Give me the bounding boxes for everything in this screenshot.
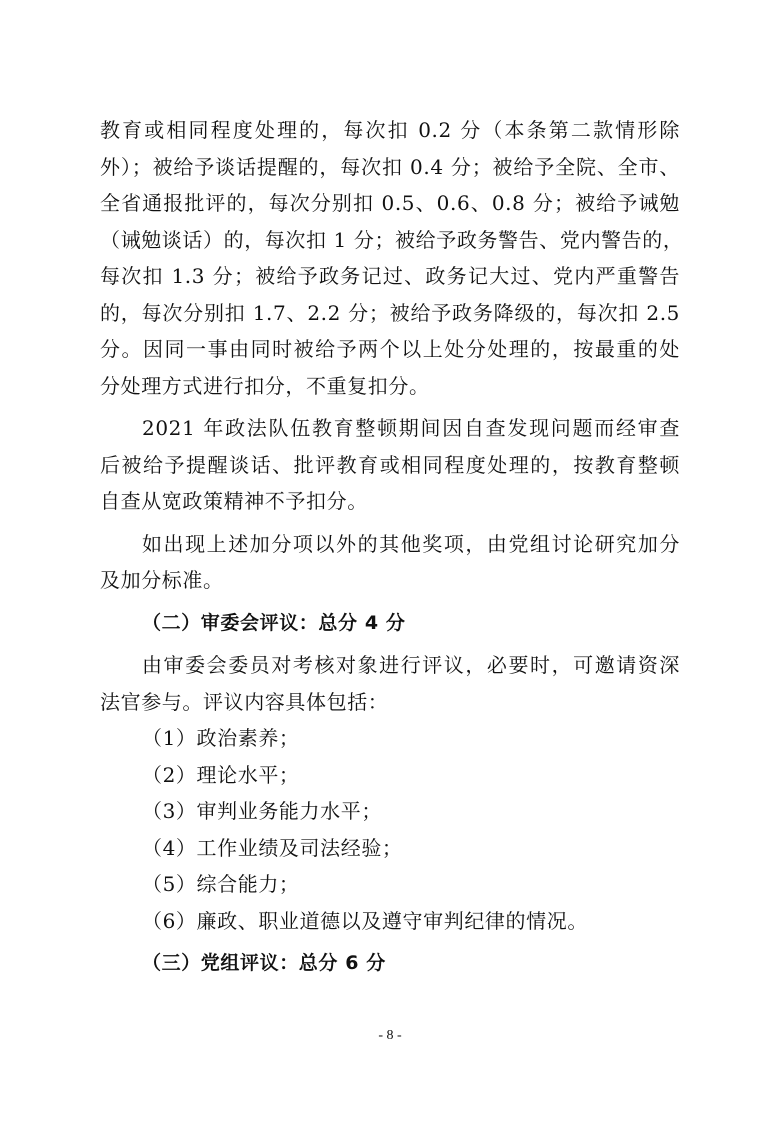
- list-item: （2）理论水平；: [142, 762, 300, 787]
- list-item: （3）审判业务能力水平；: [142, 799, 382, 823]
- text-line: 的，每次分别扣 1.7、2.2 分；被给予政务降级的，每次扣 2.5: [100, 300, 680, 325]
- page-number: - 8 -: [378, 1028, 402, 1043]
- text-line: 由审委会委员对考核对象进行评议，必要时，可邀请资深: [142, 653, 680, 677]
- paragraph-2021-rectification: [100, 410, 680, 520]
- list-item: （4）工作业绩及司法经验；: [142, 835, 403, 860]
- text-line: 全省通报批评的，每次分别扣 0.5、0.6、0.8 分；被给予诫勉: [100, 191, 680, 215]
- page-content: [100, 112, 684, 982]
- paragraph-other-awards: [100, 526, 680, 599]
- section-heading-committee-review: （二）审委会评议：总分 4 分: [142, 611, 406, 634]
- paragraph-committee-review: [100, 647, 680, 720]
- text-line: 分处理方式进行扣分，不重复扣分。: [100, 373, 430, 398]
- text-line: 法官参与。评议内容具体包括：: [100, 689, 389, 714]
- text-line: （诫勉谈话）的，每次扣 1 分；被给予政务警告、党内警告的，: [100, 227, 684, 252]
- list-item: （5）综合能力；: [142, 872, 300, 896]
- text-line: 2021 年政法队伍教育整顿期间因自查发现问题而经审查: [142, 416, 680, 440]
- text-line: 及加分标准。: [100, 568, 224, 592]
- list-item: （6）廉政、职业道德以及遵守审判纪律的情况。: [142, 908, 588, 933]
- section-heading-party-review: （三）党组评议：总分 6 分: [142, 952, 386, 974]
- list-item: （1）政治素养；: [142, 726, 300, 750]
- review-items-list: [100, 720, 680, 939]
- text-line: 每次扣 1.3 分；被给予政务记过、政务记大过、党内严重警告: [100, 264, 680, 288]
- text-line: 如出现上述加分项以外的其他奖项，由党组讨论研究加分: [142, 531, 680, 556]
- text-line: 教育或相同程度处理的，每次扣 0.2 分（本条第二款情形除: [100, 118, 680, 142]
- text-line: 后被给予提醒谈话、批评教育或相同程度处理的，按教育整顿: [100, 452, 680, 477]
- paragraph-deductions: [100, 112, 684, 404]
- text-line: 分。因同一事由同时被给予两个以上处分处理的，按最重的处: [100, 337, 680, 361]
- text-line: 外）；被给予谈话提醒的，每次扣 0.4 分；被给予全院、全市、: [100, 154, 680, 179]
- text-line: 自查从宽政策精神不予扣分。: [100, 489, 368, 513]
